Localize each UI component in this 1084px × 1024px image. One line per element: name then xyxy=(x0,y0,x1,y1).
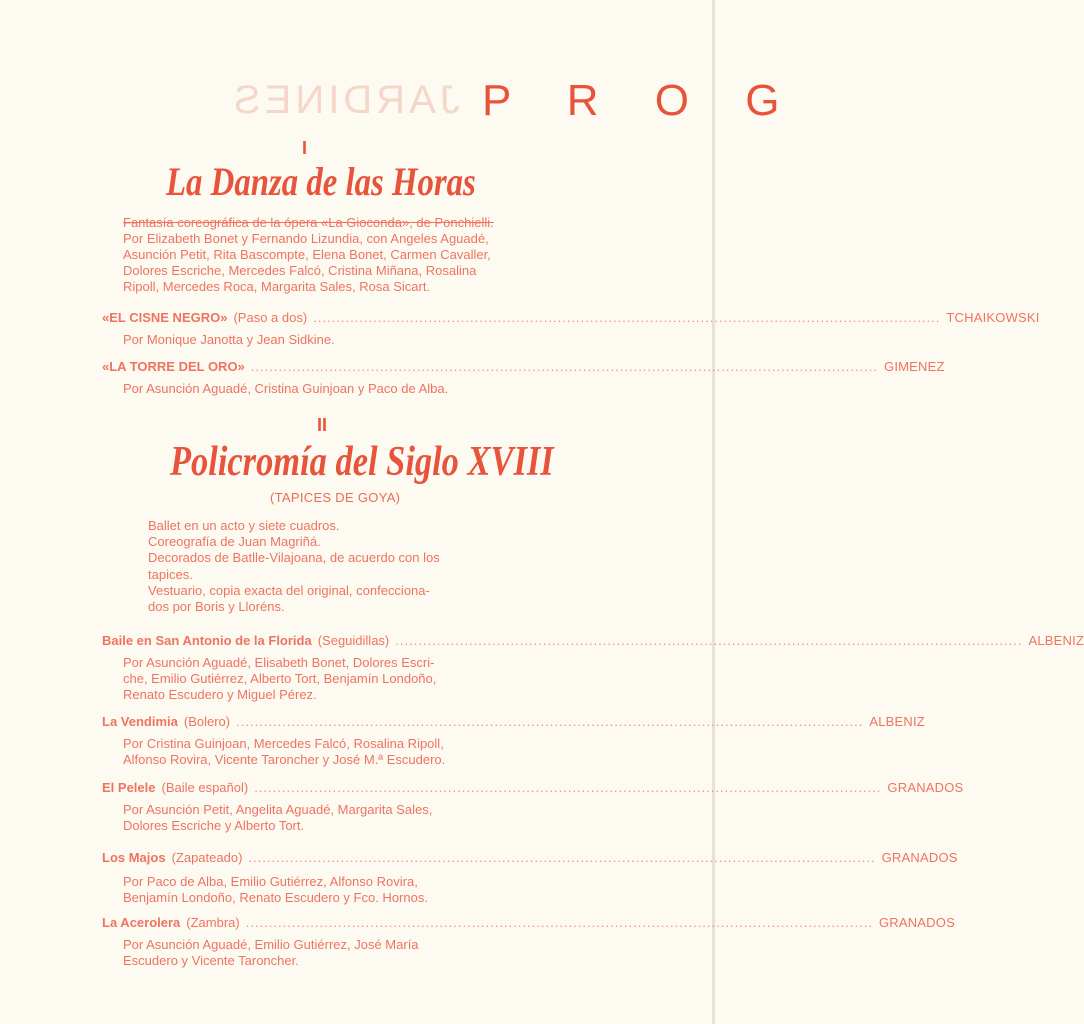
cast-line: Por Asunción Aguadé, Elisabeth Bonet, Dolores Escri- xyxy=(123,655,435,670)
piece-composer: GRANADOS xyxy=(878,915,955,930)
cast-line: Asunción Petit, Rita Bascompte, Elena Bonet, Carmen Cavaller, xyxy=(123,247,491,262)
piece-title: El Pelele xyxy=(102,780,156,795)
description-line: tapices. xyxy=(148,566,193,582)
program-piece xyxy=(102,633,1084,648)
dot-leader xyxy=(251,359,878,374)
piece-composer: TCHAIKOWSKI xyxy=(946,310,1040,325)
piece-title: La Vendimia xyxy=(102,714,178,729)
cast-line: Alfonso Rovira, Vicente Taroncher y José M.ª Escudero. xyxy=(123,752,446,767)
cast-line: Dolores Escriche, Mercedes Falcó, Cristina Miñana, Rosalina xyxy=(123,263,477,278)
section-numeral: I xyxy=(302,138,308,158)
section-title: La Danza de las Horas xyxy=(166,159,476,204)
cast-line: Por Asunción Aguadé, Cristina Guinjoan y Paco de Alba. xyxy=(123,381,449,396)
cast-line: Ripoll, Mercedes Roca, Margarita Sales, Rosa Sicart. xyxy=(123,279,431,294)
piece-title: «LA TORRE DEL ORO» xyxy=(102,359,245,374)
cast-line: Por Monique Janotta y Jean Sidkine. xyxy=(123,332,335,347)
program-piece xyxy=(102,780,964,795)
piece-subtitle: (Seguidillas) xyxy=(317,633,390,648)
description-line: Decorados de Batlle-Vilajoana, de acuerdo con los xyxy=(148,550,440,566)
section-intro: Fantasía coreográfica de la ópera «La Gioconda», de Ponchielli. xyxy=(123,215,494,230)
cast-line: Dolores Escriche y Alberto Tort. xyxy=(123,818,305,833)
cast-list xyxy=(123,937,419,969)
dot-leader xyxy=(395,633,1022,648)
program-header: P R O G xyxy=(482,76,802,125)
section-numeral: II xyxy=(317,415,328,435)
program-piece xyxy=(102,915,955,930)
cast-line: Escudero y Vicente Taroncher. xyxy=(123,953,299,968)
program-piece xyxy=(102,714,925,729)
section-title: Policromía del Siglo XVIII xyxy=(170,439,554,485)
dot-leader xyxy=(248,850,875,865)
program-piece xyxy=(102,359,945,374)
description-line: Coreografía de Juan Magriñá. xyxy=(148,534,321,550)
ballet-description xyxy=(148,518,440,615)
bleed-through-text: JARDINES xyxy=(230,78,460,122)
cast-list xyxy=(123,802,432,834)
program-piece xyxy=(102,850,958,865)
piece-composer: GRANADOS xyxy=(881,850,958,865)
piece-title: «EL CISNE NEGRO» xyxy=(102,310,228,325)
cast-line: Por Asunción Petit, Angelita Aguadé, Margarita Sales, xyxy=(123,802,433,817)
description-line: Vestuario, copia exacta del original, confecciona- xyxy=(148,582,430,598)
cast-line: che, Emilio Gutiérrez, Alberto Tort, Benjamín Londoño, xyxy=(123,671,437,686)
piece-composer: ALBENIZ xyxy=(1028,633,1084,648)
cast-line: Renato Escudero y Miguel Pérez. xyxy=(123,687,317,702)
piece-subtitle: (Bolero) xyxy=(183,714,231,729)
cast-line: Por Cristina Guinjoan, Mercedes Falcó, Rosalina Ripoll, xyxy=(123,736,444,751)
dot-leader xyxy=(254,780,881,795)
piece-composer: GIMENEZ xyxy=(884,359,945,374)
piece-subtitle: (Paso a dos) xyxy=(233,310,308,325)
cast-line: Por Elizabeth Bonet y Fernando Lizundia, con Angeles Aguadé, xyxy=(123,231,489,246)
piece-subtitle: (Zapateado) xyxy=(171,850,243,865)
page-edge xyxy=(712,0,715,1024)
piece-title: Baile en San Antonio de la Florida xyxy=(102,633,312,648)
cast-line: Benjamín Londoño, Renato Escudero y Fco. Hornos. xyxy=(123,890,428,905)
cast-list xyxy=(123,874,428,906)
piece-subtitle: (Baile español) xyxy=(161,780,249,795)
program-piece xyxy=(102,310,1040,325)
cast-line: Por Asunción Aguadé, Emilio Gutiérrez, José María xyxy=(123,937,419,952)
piece-composer: ALBENIZ xyxy=(869,714,925,729)
description-line: Ballet en un acto y siete cuadros. xyxy=(148,518,340,533)
cast-list xyxy=(123,231,491,295)
description-line: dos por Boris y Lloréns. xyxy=(148,599,285,615)
dot-leader xyxy=(313,310,940,325)
piece-subtitle: (Zambra) xyxy=(186,915,240,930)
cast-list xyxy=(123,655,436,703)
dot-leader xyxy=(246,915,873,930)
dot-leader xyxy=(236,714,863,729)
section-subtitle: (TAPICES DE GOYA) xyxy=(270,490,401,505)
piece-title: La Acerolera xyxy=(102,915,181,930)
cast-line: Por Paco de Alba, Emilio Gutiérrez, Alfonso Rovira, xyxy=(123,874,418,889)
cast-list xyxy=(123,736,445,768)
piece-title: Los Majos xyxy=(102,850,166,865)
piece-composer: GRANADOS xyxy=(887,780,964,795)
